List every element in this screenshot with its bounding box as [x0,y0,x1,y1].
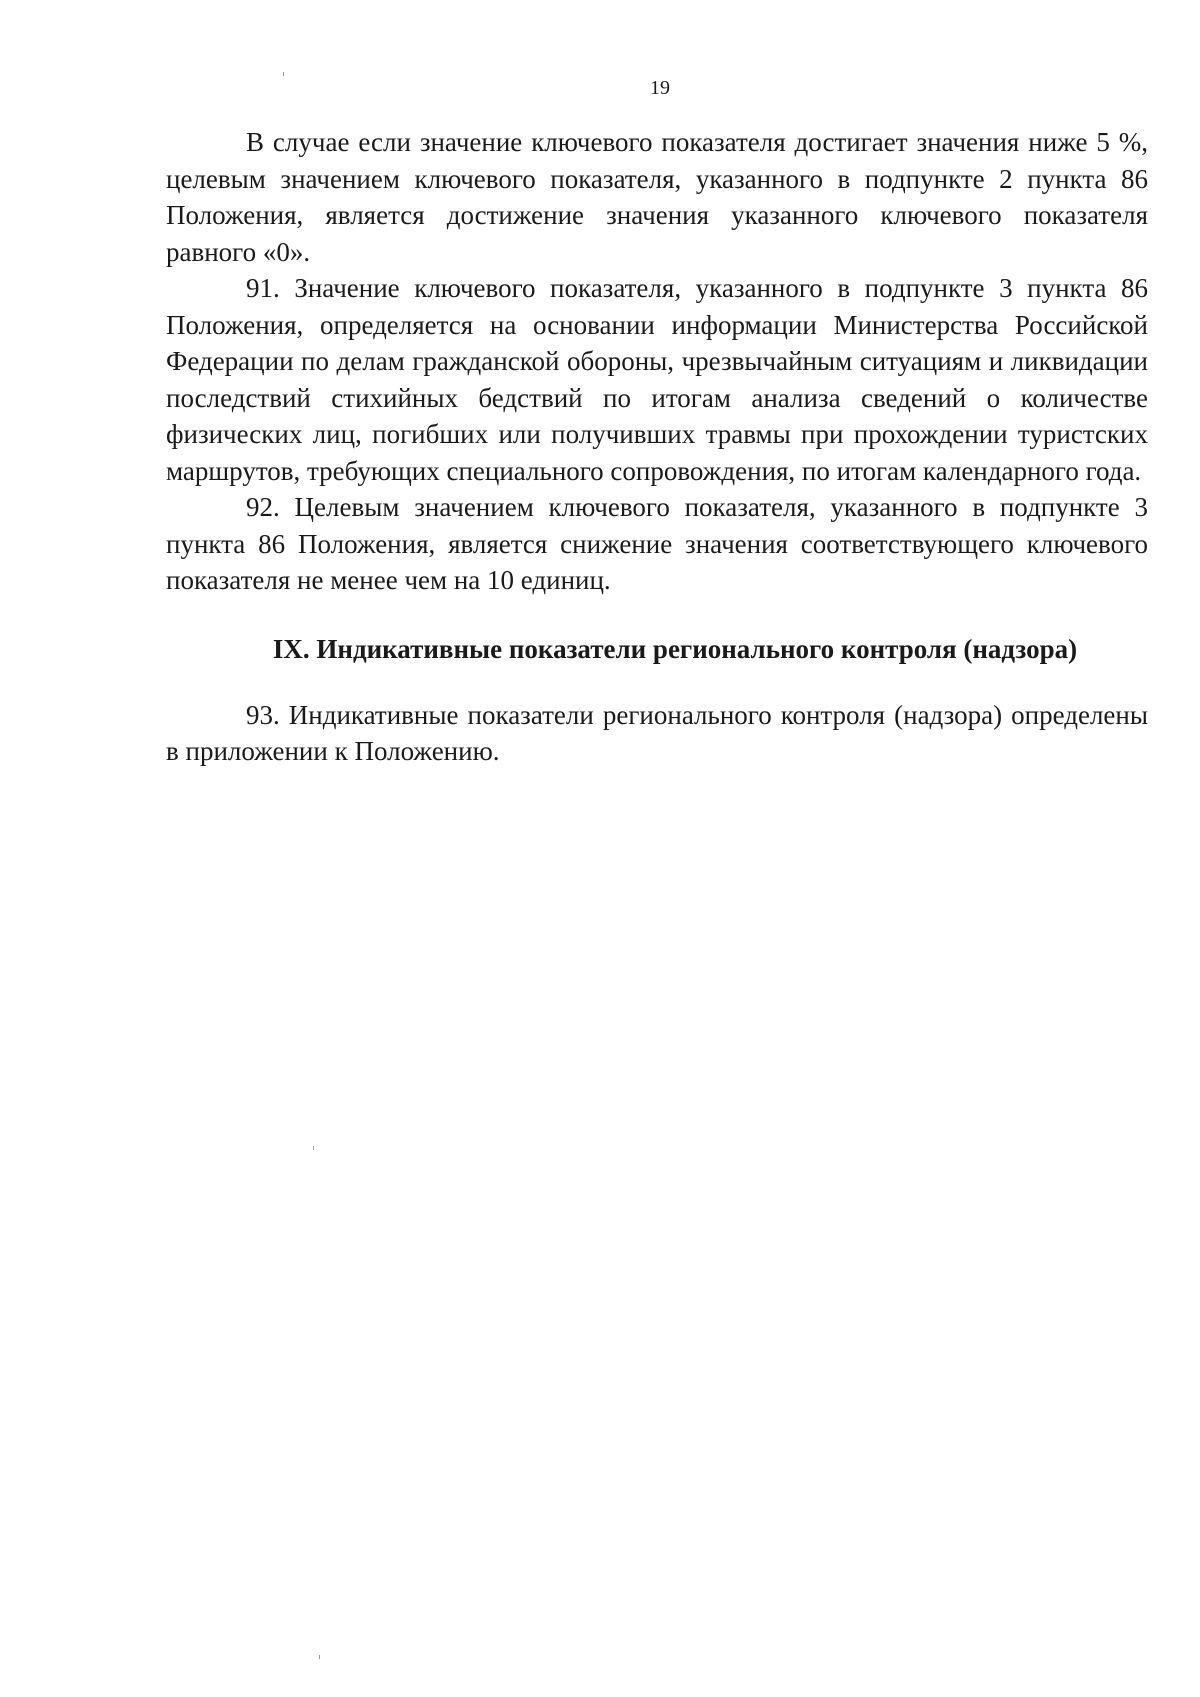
document-body [166,124,1148,770]
scan-artifact [313,1146,314,1150]
page-number: 19 [650,77,670,99]
paragraph-92: 92. Целевым значением ключевого показателя, указанного в подпункте 3 пункта 86 Положения, является снижение значения соответствующего ключевого показателя не менее чем на 10 единиц. [166,492,1148,595]
scan-artifact [319,1655,320,1659]
section-heading: IX. Индикативные показатели регионального контроля (надзора) [272,633,1078,664]
paragraph-91: 91. Значение ключевого показателя, указанного в подпункте 3 пункта 86 Положения, определяется на основании информации Министерства Российской Федерации по делам гражданской обороны, чрезвычайным ситуациям и ликвидации последствий стихийных бедствий по итогам анализа сведений о количестве физических лиц, погибших или получивших травмы при прохождении туристских маршрутов, требующих специального сопровождения, по итогам календарного года. [166,273,1148,486]
paragraph-93: 93. Индикативные показатели регионального контроля (надзора) определены в приложении к Положению. [166,699,1148,766]
paragraph-key-indicator-target: В случае если значение ключевого показателя достигает значения ниже 5 %, целевым значением ключевого показателя, указанного в подпункте 2 пункта 86 Положения, является достижение значения указанного ключевого показателя равного «0». [166,127,1148,267]
